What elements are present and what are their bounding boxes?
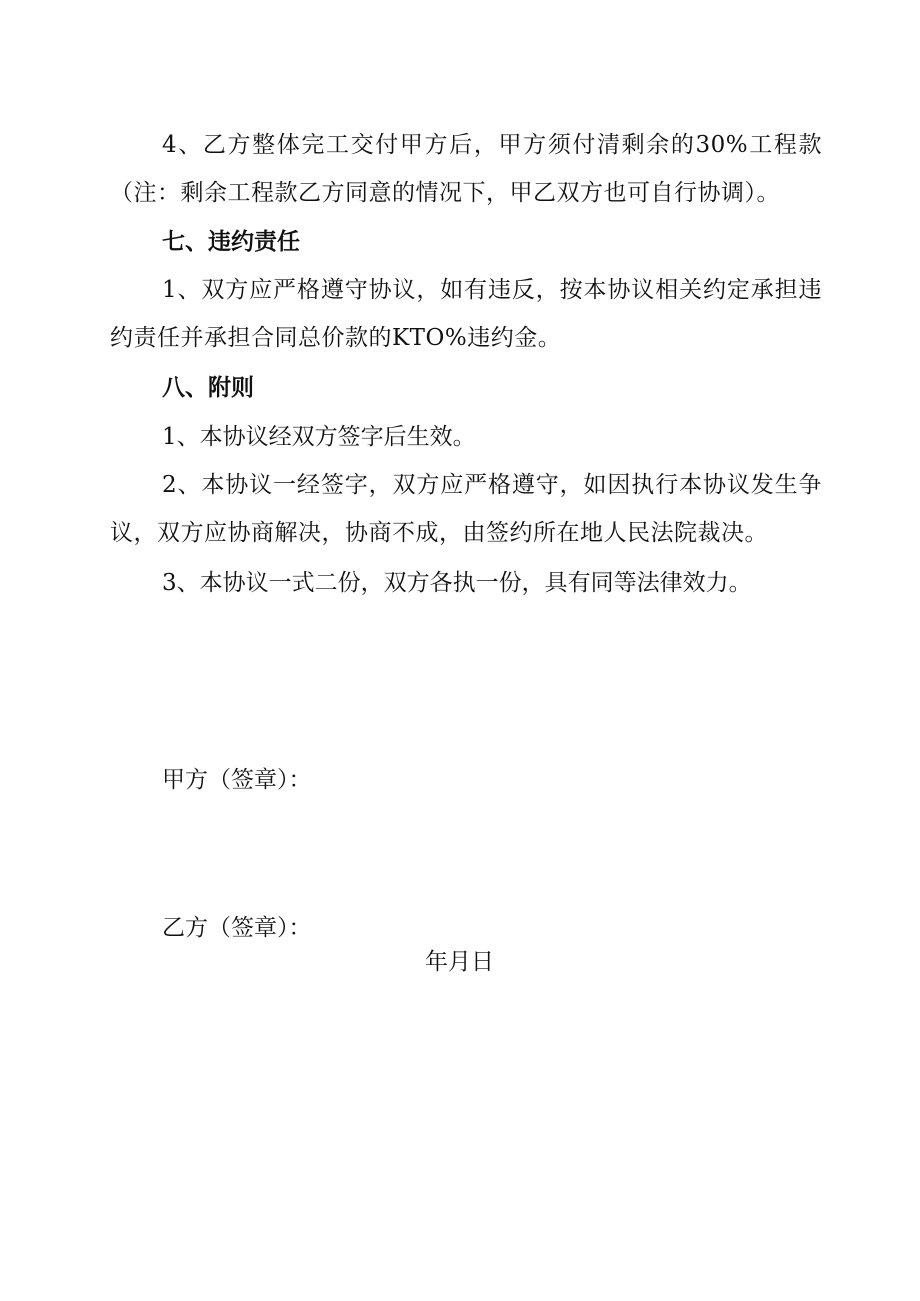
party-b-signature-label: 乙方（签章）： — [162, 915, 312, 941]
supplementary-clause-1: 1、本协议经双方签字后生效。 — [162, 424, 476, 450]
party-a-signature-label: 甲方（签章）： — [162, 767, 312, 793]
supplementary-clause-3: 3、本协议一式二份，双方各执一份，具有同等法律效力。 — [162, 570, 752, 596]
signature-date-label: 年月日 — [425, 949, 494, 975]
section-heading-breach: 七、违约责任 — [162, 229, 300, 255]
section-heading-supplementary: 八、附则 — [162, 375, 254, 401]
breach-clause-1: 1、双方应严格遵守协议，如有违反，按本协议相关约定承担违约责任并承担合同总价款的KTO%违约金。 — [110, 277, 822, 351]
payment-clause-4: 4、乙方整体完工交付甲方后，甲方须付清剩余的30%工程款（注：剩余工程款乙方同意的情况下，甲乙双方也可自行协调）。 — [110, 132, 822, 206]
supplementary-clause-2: 2、本协议一经签字，双方应严格遵守，如因执行本协议发生争议，双方应协商解决，协商不成，由签约所在地人民法院裁决。 — [110, 472, 822, 546]
